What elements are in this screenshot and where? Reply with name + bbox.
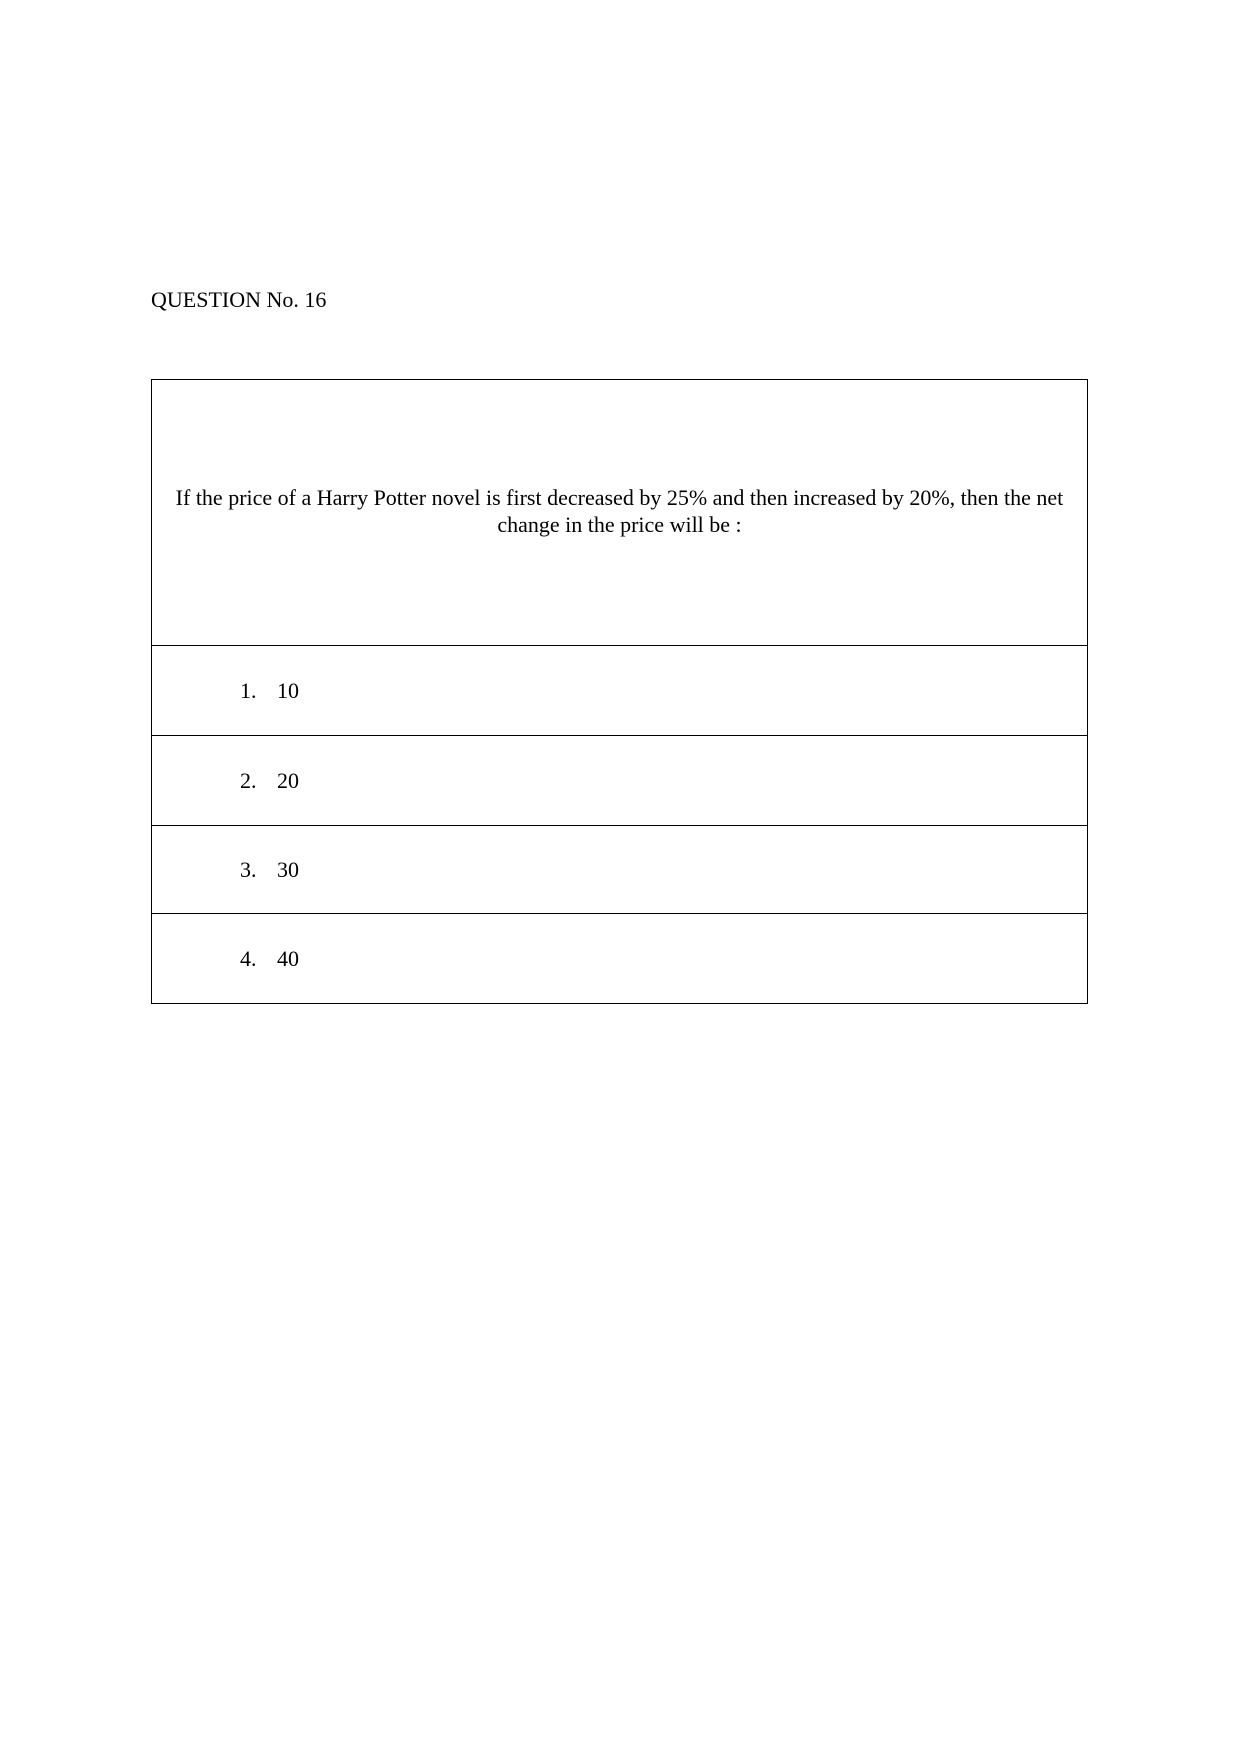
question-cell <box>152 380 1088 646</box>
option-2-value: 20 <box>277 767 299 793</box>
option-2[interactable] <box>152 736 1088 826</box>
option-3-value: 30 <box>277 856 299 882</box>
option-1[interactable] <box>152 646 1088 736</box>
question-row <box>152 380 1088 646</box>
option-row <box>152 736 1088 826</box>
option-row <box>152 914 1088 1004</box>
option-row <box>152 646 1088 736</box>
option-3-number: 3. <box>240 856 257 882</box>
option-4-value: 40 <box>277 945 299 971</box>
option-1-value: 10 <box>277 677 299 703</box>
option-3[interactable] <box>152 826 1088 914</box>
option-1-number: 1. <box>240 677 257 703</box>
option-4[interactable] <box>152 914 1088 1004</box>
option-row <box>152 826 1088 914</box>
option-4-number: 4. <box>240 945 257 971</box>
option-2-number: 2. <box>240 767 257 793</box>
question-text: If the price of a Harry Potter novel is first decreased by 25% and then increased by 20%, then the net change in the price will be : <box>175 484 1064 537</box>
question-table <box>151 379 1088 1004</box>
question-number-heading: QUESTION No. 16 <box>151 287 327 312</box>
